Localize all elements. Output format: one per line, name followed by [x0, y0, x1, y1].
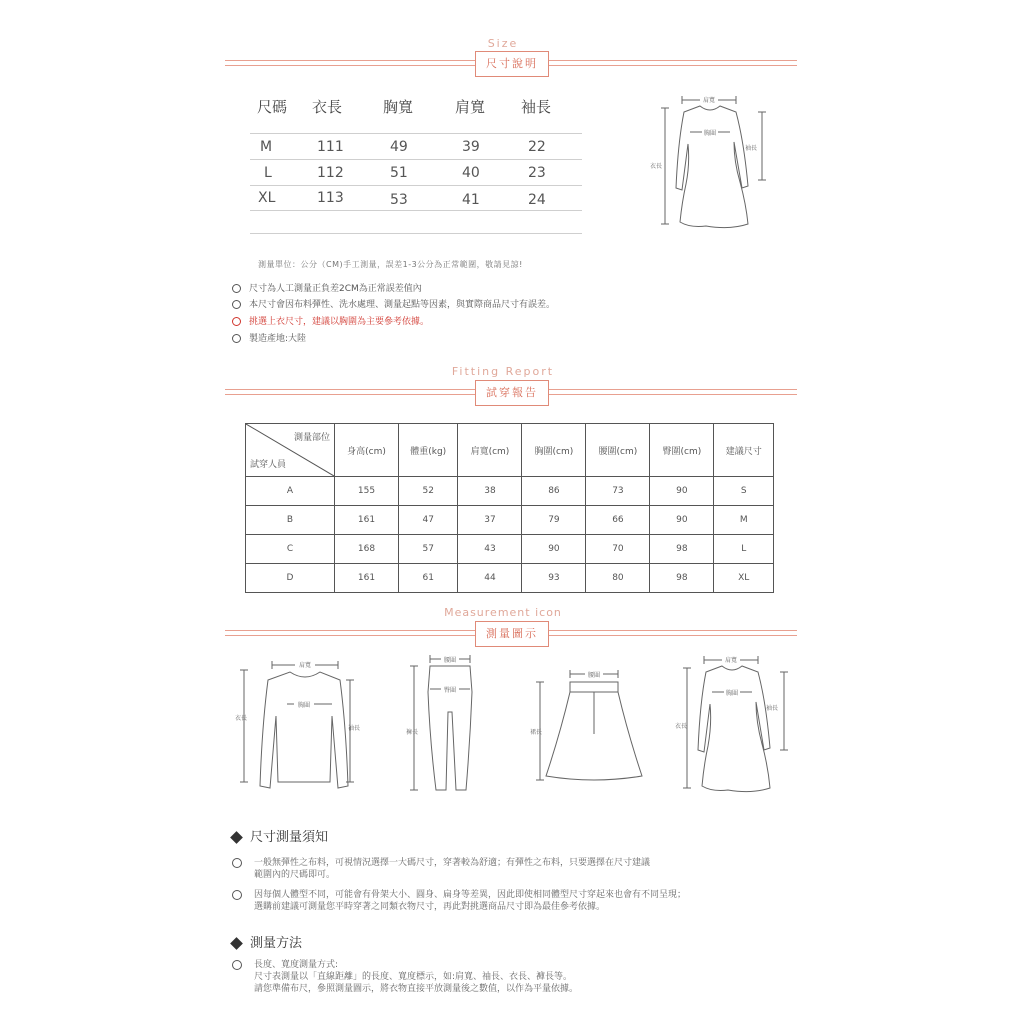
table-corner-cell — [246, 424, 335, 477]
label-hip: 臀圍 — [443, 687, 457, 694]
size-section-subtitle: Size — [487, 37, 519, 50]
size-header-sleeve: 袖長 — [521, 98, 552, 116]
size-cell: 49 — [390, 139, 408, 155]
label-chest: 胸圍 — [725, 690, 739, 697]
bullet-item: 本尺寸會因布料彈性、洗水處理、測量起點等因素，與實際商品尺寸有誤差。 — [232, 297, 555, 310]
size-header-size: 尺碼 — [257, 98, 288, 116]
circle-bullet-icon — [232, 858, 242, 868]
howto-item: 一般無彈性之布料，可視情況選擇一大碼尺寸，穿著較為舒適；有彈性之布料，只要選擇在尺寸建議 範圍內的尺碼即可。 — [232, 857, 650, 881]
size-cell: 40 — [462, 165, 480, 181]
label-pants-length: 褲長 — [406, 729, 419, 736]
size-cell: 112 — [317, 165, 344, 181]
size-cell: 51 — [390, 165, 408, 181]
label-chest: 胸圍 — [703, 130, 717, 137]
pants-diagram-icon — [400, 652, 480, 797]
method-item: 長度、寬度測量方式: 尺寸表測量以「直線距離」的長度、寬度標示，如:肩寬、袖長、衣長、褲長等。 請您準備布尺，參照測量圖示，將衣物直接平放測量後之數值，以作為平量依據。 — [232, 959, 578, 995]
size-cell: 23 — [528, 165, 546, 181]
measure-section-title: 測量圖示 — [475, 621, 549, 647]
diamond-icon — [230, 937, 243, 950]
table-row: C 168 57 43 90 70 98 L — [246, 535, 774, 564]
circle-bullet-icon — [232, 890, 242, 900]
table-row: B 161 47 37 79 66 90 M — [246, 506, 774, 535]
size-header-length: 衣長 — [312, 98, 343, 116]
size-cell: 24 — [528, 192, 546, 208]
label-waist: 腰圍 — [443, 657, 457, 664]
top-diagram-icon — [232, 656, 372, 796]
label-sleeve: 袖長 — [348, 725, 361, 732]
fitting-report-table — [245, 423, 774, 593]
label-waist: 腰圍 — [587, 672, 601, 679]
label-shoulder: 肩寬 — [298, 662, 312, 669]
label-length: 衣長 — [650, 163, 663, 170]
size-row-divider — [250, 159, 582, 160]
table-header: 體重(kg) — [398, 424, 457, 477]
table-row: D 161 61 44 93 80 98 XL — [246, 564, 774, 593]
bullet-item-highlight: 挑選上衣尺寸，建議以胸圍為主要參考依據。 — [232, 314, 429, 327]
size-cell: 39 — [462, 139, 480, 155]
label-chest: 胸圍 — [297, 702, 311, 709]
size-header-shoulder: 肩寬 — [455, 98, 486, 116]
size-cell: M — [260, 139, 273, 155]
label-skirt-length: 裙長 — [530, 729, 543, 736]
size-cell: 111 — [317, 139, 344, 155]
fitting-section-title: 試穿報告 — [475, 380, 549, 406]
label-length: 衣長 — [235, 715, 248, 722]
size-cell: 53 — [390, 192, 408, 208]
table-header: 肩寬(cm) — [458, 424, 522, 477]
howto-item: 因每個人體型不同，可能會有骨架大小、圓身、扁身等差異，因此即使相同體型尺寸穿起來也會有不同呈現； 選購前建議可測量您平時穿著之同類衣物尺寸，再此對挑選商品尺寸即為最佳參考依據。 — [232, 889, 686, 913]
size-cell: XL — [258, 190, 276, 206]
label-shoulder: 肩寬 — [724, 657, 738, 664]
dress-diagram-icon — [650, 92, 770, 237]
size-header-chest: 胸寬 — [383, 98, 414, 116]
size-cell: 113 — [317, 190, 344, 206]
corner-top-label: 測量部位 — [293, 433, 330, 443]
table-header: 胸圍(cm) — [522, 424, 586, 477]
label-sleeve: 袖長 — [766, 705, 779, 712]
label-shoulder: 肩寬 — [702, 97, 716, 104]
size-row-divider — [250, 133, 582, 134]
label-length: 衣長 — [675, 723, 688, 730]
table-header: 建議尺寸 — [714, 424, 774, 477]
corner-bottom-label: 試穿人員 — [250, 460, 287, 470]
howto-heading: 尺寸測量須知 — [232, 826, 328, 845]
size-row-divider — [250, 233, 582, 234]
size-note: 測量單位：公分（CM)手工測量，誤差1-3公分為正常範圍，敬請見諒! — [258, 260, 523, 269]
dress-diagram-icon — [672, 652, 792, 797]
label-sleeve: 袖長 — [745, 145, 758, 152]
measure-section-subtitle: Measurement icon — [444, 606, 562, 619]
diamond-icon — [230, 831, 243, 844]
size-cell: 22 — [528, 139, 546, 155]
table-header: 腰圍(cm) — [586, 424, 650, 477]
skirt-diagram-icon — [526, 664, 646, 786]
circle-bullet-icon — [232, 960, 242, 970]
fitting-section-subtitle: Fitting Report — [451, 365, 555, 378]
size-cell: 41 — [462, 192, 480, 208]
bullet-item: 尺寸為人工測量正負差2CM為正常誤差值內 — [232, 281, 422, 294]
size-section-title: 尺寸說明 — [475, 51, 549, 77]
size-row-divider — [250, 185, 582, 186]
bullet-item: 製造產地:大陸 — [232, 331, 306, 344]
method-heading: 測量方法 — [232, 932, 302, 951]
size-cell: L — [264, 165, 272, 181]
table-header: 臀圍(cm) — [650, 424, 714, 477]
table-header: 身高(cm) — [335, 424, 399, 477]
table-row: A 155 52 38 86 73 90 S — [246, 477, 774, 506]
size-row-divider — [250, 210, 582, 211]
